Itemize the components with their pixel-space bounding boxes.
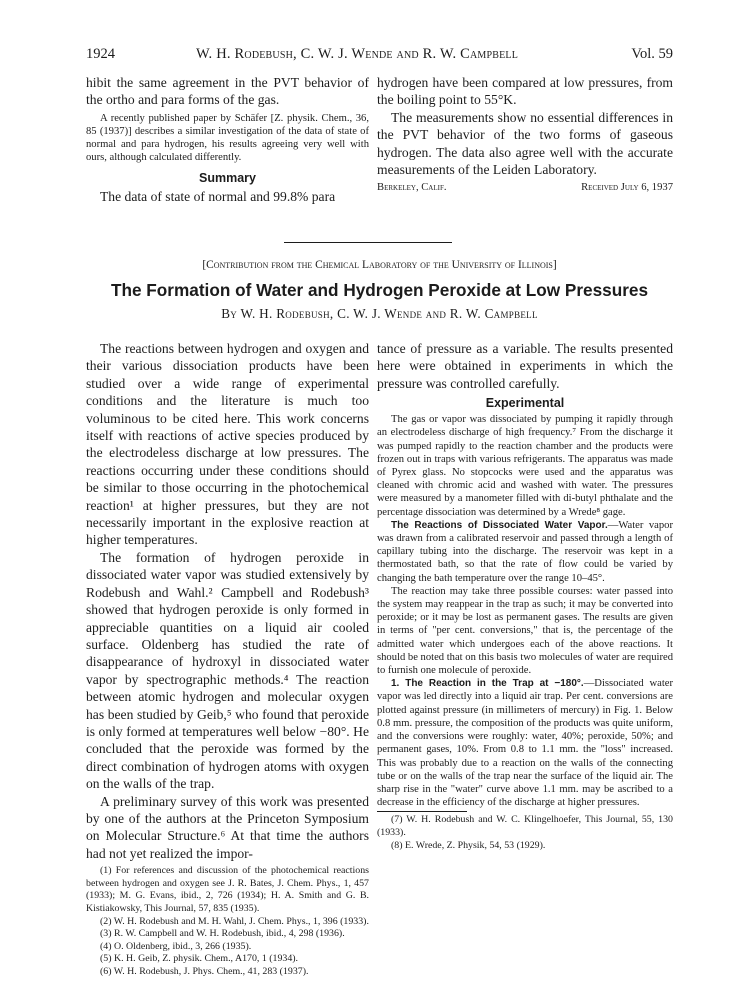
footnote-5: (5) K. H. Geib, Z. physik. Chem., A170, 1 (1934). — [100, 953, 299, 965]
footnote-7: (7) W. H. Rodebush and W. C. Klingelhoefer, This Journal, 55, 130 (1933). — [377, 814, 673, 838]
running-authors: W. H. Rodebush, C. W. J. Wende and R. W. Campbell — [196, 46, 519, 62]
experimental-paragraph-1: The gas or vapor was dissociated by pumping it rapidly through an electrodeless discharge of high frequency.⁷ From the discharge it was pumped rapidly to the reaction chamber and the products were frozen out in traps with various refrigerants. The apparatus was made of Pyrex glass. No stopcocks were used and the apparatus was cleaned with chromic acid and washed with water. The pressures were measured by a manometer filled with di-butyl phthalate and the percentage dissociation was determined by a Wrede⁸ gage. — [377, 414, 673, 518]
footnote-rule — [377, 811, 467, 812]
affiliation: Berkeley, Calif. — [377, 182, 447, 194]
intro-paragraph-1: The reactions between hydrogen and oxygen and their various dissociation products have been studied over a wide range of experimental conditions and the literature is much too voluminous to be cited here. This work concerns itself with reactions of active species produced by the electrodeless discharge at low pressures. The reactions occurring under these conditions should be similar to those occurring in the photochemical reaction¹ at higher pressures, but they are not necessarily important in the explosive reaction at higher temperatures. — [86, 341, 369, 548]
experimental-paragraph-2 — [377, 519, 673, 585]
left-footnotes — [86, 865, 369, 978]
experimental-paragraph-4-text: —Dissociated water vapor was led directly into a liquid air trap. Per cent. conversions are plotted against pressure (in millimeters of mercury) in Fig. 1. Below 0.8 mm. pressure, the composition of the products was quite uniform, and the conversions were roughly: water, 40%; peroxide, 50%; and permanent gases, 10%. From 0.8 to 1.1 mm. the "loss" increased. This was probably due to a reaction on the walls of the connecting tube or on the walls of the trap near the surface of the liquid air. The sharp rise in the "water" curve above 1.1 mm. may be ascribed to a decrease in the efficiency of the discharge at higher pressures. — [377, 678, 673, 809]
contribution-line: [Contribution from the Chemical Laboratory of the University of Illinois] — [202, 259, 557, 271]
dateline — [377, 181, 673, 194]
page-number: 1924 — [86, 46, 115, 62]
run-in-heading-trap: 1. The Reaction in the Trap at −180°. — [391, 678, 584, 690]
footnote-6: (6) W. H. Rodebush, J. Phys. Chem., 41, 283 (1937). — [100, 965, 309, 977]
running-header — [86, 46, 673, 66]
prev-left-column — [86, 74, 369, 205]
volume-number: Vol. 59 — [631, 46, 673, 62]
prev-right-column — [377, 74, 673, 195]
byline: By W. H. Rodebush, C. W. J. Wende and R. W. Campbell — [221, 306, 538, 321]
prev-right-paragraph: hydrogen have been compared at low pressures, from the boiling point to 55°K. — [377, 75, 673, 108]
article-right-column — [377, 340, 673, 852]
right-footnotes — [377, 814, 673, 852]
summary-paragraph: The data of state of normal and 99.8% para — [100, 188, 336, 204]
intro-paragraph-3: A preliminary survey of this work was presented by one of the authors at the Princeton Symposium on Molecular Structure.⁶ At that time the authors had not yet realized the impor- — [86, 793, 369, 861]
received-date: Received July 6, 1937 — [581, 182, 673, 194]
experimental-paragraph-3: The reaction may take three possible courses: water passed into the system may reappear in the trap as such; it may be converted into peroxide; or it may be lost as permanent gases. The results are given in terms of "per cent. conversions," that is, the percentage of the admitted water which undergoes each of the above reactions. It should be noted that on this basis two molecules of water are required to furnish one molecule of peroxide. — [377, 585, 673, 677]
intro-paragraph-2: The formation of hydrogen peroxide in dissociated water vapor was studied extensively by Rodebush and Wahl.² Campbell and Rodebush³ showed that hydrogen peroxide is only formed in appreciable quantities on a liquid air cooled surface. Oldenberg has studied the rate of disappearance of hydroxyl in dissociated water vapor by spectrographic methods.⁴ The reaction between atomic hydrogen and molecular oxygen has been studied by Geib,⁵ who found that peroxide is only formed at temperatures well below −80°. He concluded that the peroxide was formed by the direct combination of hydrogen atoms with oxygen on the walls of the trap. — [86, 549, 369, 792]
prev-left-note: A recently published paper by Schäfer [Z. physik. Chem., 36, 85 (1937)] describes a similar investigation of the data of state of normal and para hydrogen, his results agreeing very well with ours, although calculated differently. — [86, 112, 369, 164]
footnote-4: (4) O. Oldenberg, ibid., 3, 266 (1935). — [100, 940, 252, 952]
prev-left-paragraph: hibit the same agreement in the PVT behavior of the ortho and para forms of the gas. — [86, 75, 369, 108]
article-title: The Formation of Water and Hydrogen Peroxide at Low Pressures — [110, 280, 649, 300]
experimental-heading: Experimental — [485, 396, 565, 411]
summary-heading: Summary — [199, 170, 256, 185]
footnote-2: (2) W. H. Rodebush and M. H. Wahl, J. Chem. Phys., 1, 396 (1933). — [100, 915, 369, 927]
article-left-column — [86, 340, 369, 979]
footnote-8: (8) E. Wrede, Z. Physik, 54, 53 (1929). — [391, 839, 546, 851]
footnote-3: (3) R. W. Campbell and W. H. Rodebush, ibid., 4, 298 (1936). — [100, 928, 345, 940]
experimental-paragraph-4 — [377, 677, 673, 809]
prev-right-paragraph-2: The measurements show no essential differences in the PVT behavior of the two forms of gaseous hydrogen. The data also agree well with the accurate measurements of the Leiden Laboratory. — [377, 109, 673, 178]
article-separator — [284, 242, 452, 243]
run-in-heading-water-vapor: The Reactions of Dissociated Water Vapor. — [391, 519, 608, 531]
footnote-1: (1) For references and discussion of the photochemical reactions between hydrogen and oxygen see J. R. Bates, J. Chem. Phys., 1, 457 (1933); M. G. Evans, ibid., 2, 726 (1934); H. A. Smith and G. B. Kistiakowsky, This Journal, 57, 835 (1935). — [86, 865, 369, 914]
right-intro-continuation: tance of pressure as a variable. The results presented here were obtained in experiments in which the pressure was controlled carefully. — [377, 341, 673, 391]
experimental-paragraph-2-text: —Water vapor was drawn from a calibrated reservoir and passed through a length of capillary tubing into the discharge. The reservoir was kept in a thermostated bath, so that the rate of flow could be varied by changing the bath temperature over the range 10–45°. — [377, 519, 673, 584]
